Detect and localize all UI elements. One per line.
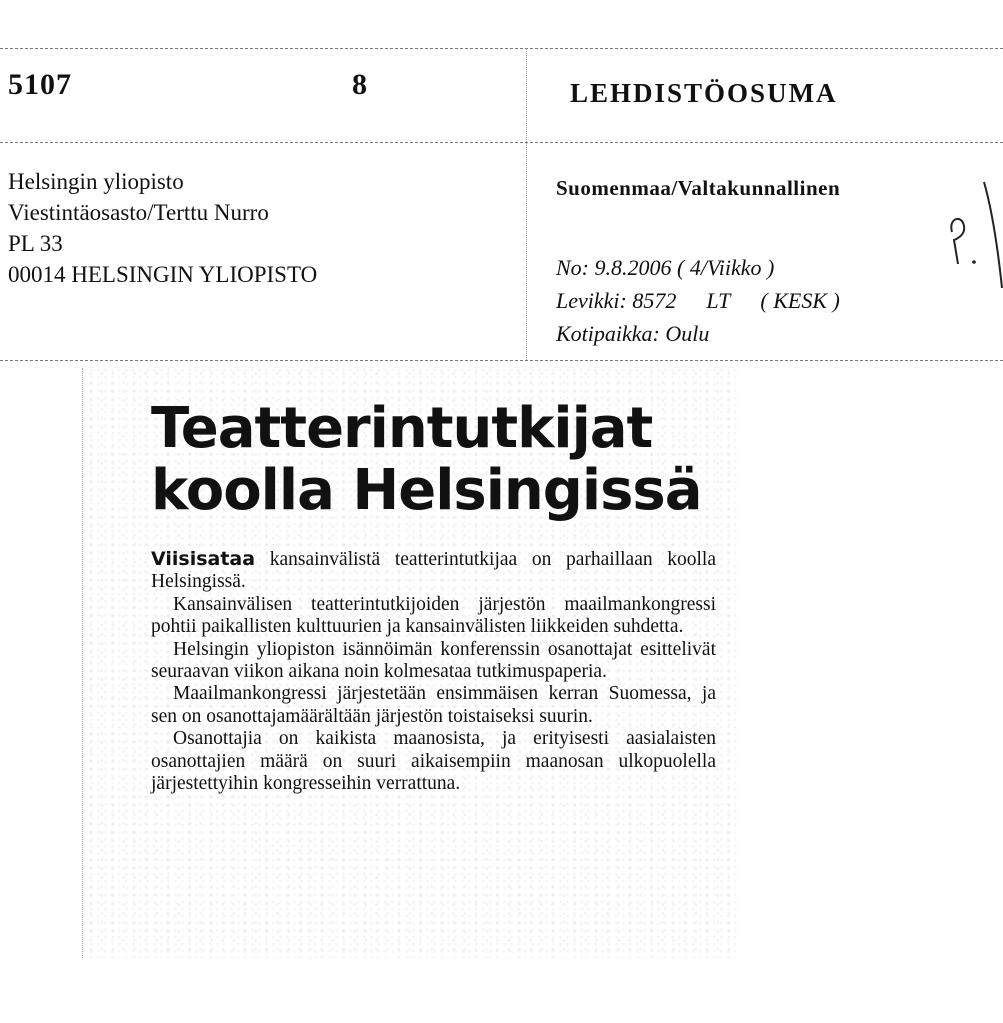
article-paragraph: Maailmankongressi järjestetään ensimmäisen kerran Suomessa, ja sen on osanottajamäärältään järjestön toistaiseksi suurin. <box>151 683 716 727</box>
middle-divider <box>0 142 1003 143</box>
clip-id: 5107 <box>8 68 72 101</box>
recipient-line: PL 33 <box>8 231 63 256</box>
circulation-info <box>556 284 840 317</box>
recipient-address <box>8 166 317 290</box>
newspaper-clipping <box>82 368 738 958</box>
circulation-code: LT <box>706 288 731 313</box>
article-paragraph: Kansainvälisen teatterintutkijoiden järjestön maailmankongressi pohtii paikallisten kulttuurien ja kansainvälisten liikkeiden suhdetta. <box>151 593 716 638</box>
lead-word: Viisisataa <box>151 548 256 570</box>
article-paragraph: Helsingin yliopiston isännöimän konferenssin osanottajat esittelivät seuraavan viikon aikana noin kolmesataa tutkimuspaperia. <box>151 638 716 683</box>
top-divider <box>0 48 1003 49</box>
page-number: 8 <box>352 68 368 101</box>
recipient-line: 00014 HELSINGIN YLIOPISTO <box>8 262 318 287</box>
article-headline <box>151 398 731 522</box>
headline-line: Teatterintutkijat <box>151 396 653 461</box>
bottom-divider <box>0 360 1003 361</box>
handwritten-mark <box>940 170 1003 290</box>
circulation-label: Levikki: 8572 <box>556 288 677 313</box>
article-lead <box>151 548 716 594</box>
hometown-info: Kotipaikka: Oulu <box>556 321 710 346</box>
source-metadata <box>556 251 840 350</box>
recipient-line: Helsingin yliopisto <box>8 169 184 194</box>
recipient-line: Viestintäosasto/Terttu Nurro <box>8 200 269 225</box>
circulation-group: ( KESK ) <box>760 288 840 313</box>
lead-text: kansainvälistä teatterintutkijaa on parhaillaan koolla Helsingissä. <box>151 549 716 593</box>
document-type-title: LEHDISTÖOSUMA <box>570 78 838 108</box>
article-body <box>151 548 716 795</box>
column-divider <box>526 48 527 360</box>
issue-info: No: 9.8.2006 ( 4/Viikko ) <box>556 255 775 280</box>
article-paragraph: Osanottajia on kaikista maanosista, ja erityisesti aasialaisten osanottajien määrä on suuri aikaisempiin maanosan ulkopuolella järjestettyihin kongresseihin verrattuna. <box>151 728 716 795</box>
headline-line: koolla Helsingissä <box>151 458 702 523</box>
publication-name: Suomenmaa/Valtakunnallinen <box>556 176 841 200</box>
